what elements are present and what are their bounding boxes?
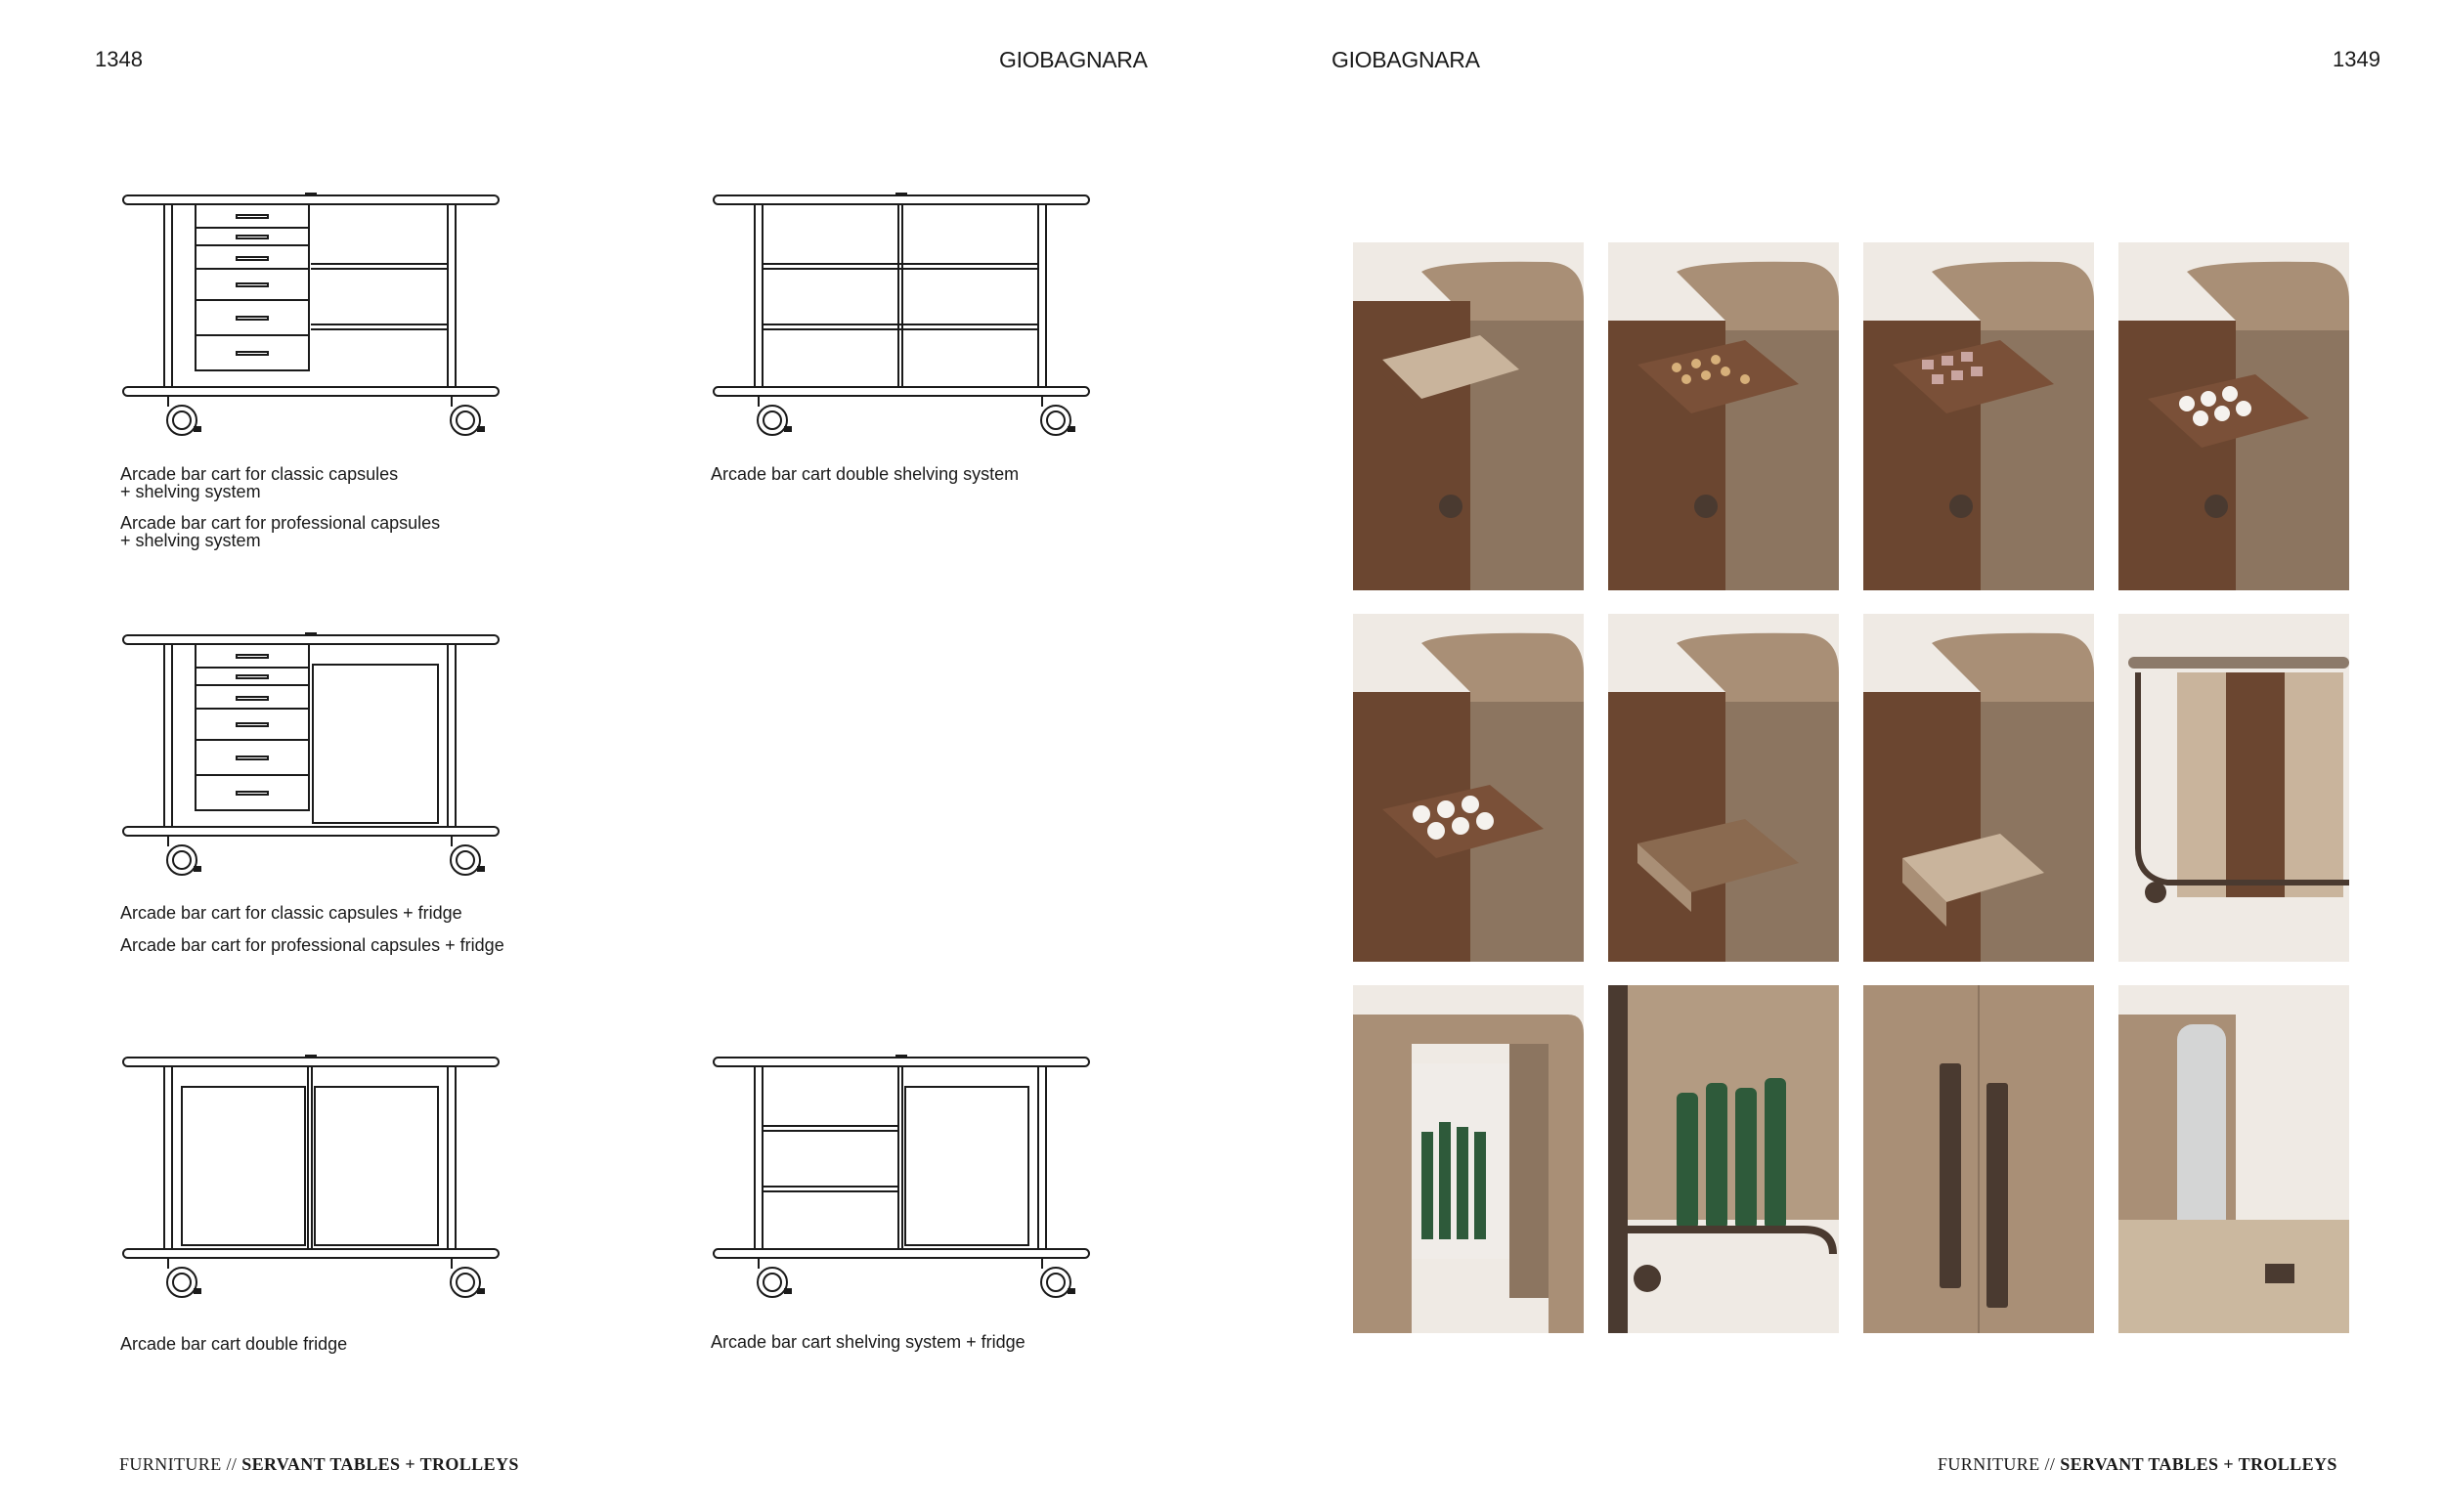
caption-block-2: [711, 465, 1121, 483]
photo-tray-drawer: [1863, 614, 2094, 962]
page-number-right: 1349: [2333, 47, 2380, 71]
photo-water-bottles: [1608, 985, 1839, 1333]
photo-glasses-drawer: [1608, 614, 1839, 962]
cart-drawing-shelves-fridge: [710, 1054, 1093, 1304]
photo-open-cart-side: [2118, 614, 2349, 962]
photo-capsule-drawer: [1608, 242, 1839, 590]
caption-block-4: [120, 1335, 531, 1353]
photo-capsule-drawer-alt: [1863, 242, 2094, 590]
photo-empty-drawer: [1353, 242, 1584, 590]
brand-left: GIOBAGNARA: [999, 47, 1148, 72]
photo-cups-drawer-low: [1353, 614, 1584, 962]
cart-drawing-double-fridge: [119, 1054, 502, 1304]
caption: Arcade bar cart double fridge: [120, 1334, 348, 1354]
photo-door-handles: [1863, 985, 2094, 1333]
caption: Arcade bar cart for professional capsules + shelving system: [120, 513, 441, 550]
caption: Arcade bar cart for classic capsules + fridge: [120, 903, 462, 923]
caption-block-1: [120, 465, 531, 549]
footer-left: [119, 1454, 519, 1475]
footer-section: FURNITURE //: [1938, 1454, 2056, 1474]
photo-kettle-detail: [2118, 985, 2349, 1333]
footer-category: SERVANT TABLES + TROLLEYS: [2060, 1454, 2337, 1474]
footer-category: SERVANT TABLES + TROLLEYS: [241, 1454, 519, 1474]
caption-block-3: [120, 904, 570, 954]
cart-drawing-double-shelves: [710, 192, 1093, 442]
cart-drawing-drawers-fridge: [119, 631, 502, 882]
cart-drawing-drawers-shelves: [119, 192, 502, 442]
photo-cups-drawer: [2118, 242, 2349, 590]
footer-right: [1938, 1454, 2337, 1475]
page-number-left: 1348: [95, 47, 143, 71]
caption: Arcade bar cart for classic capsules + shelving system: [120, 464, 399, 501]
caption: Arcade bar cart double shelving system: [711, 464, 1020, 484]
caption: Arcade bar cart for professional capsules + fridge: [120, 935, 504, 955]
photo-fridge-open: [1353, 985, 1584, 1333]
footer-section: FURNITURE //: [119, 1454, 238, 1474]
caption-block-5: [711, 1333, 1121, 1351]
caption: Arcade bar cart shelving system + fridge: [711, 1332, 1026, 1352]
brand-right: GIOBAGNARA: [1331, 47, 1480, 72]
